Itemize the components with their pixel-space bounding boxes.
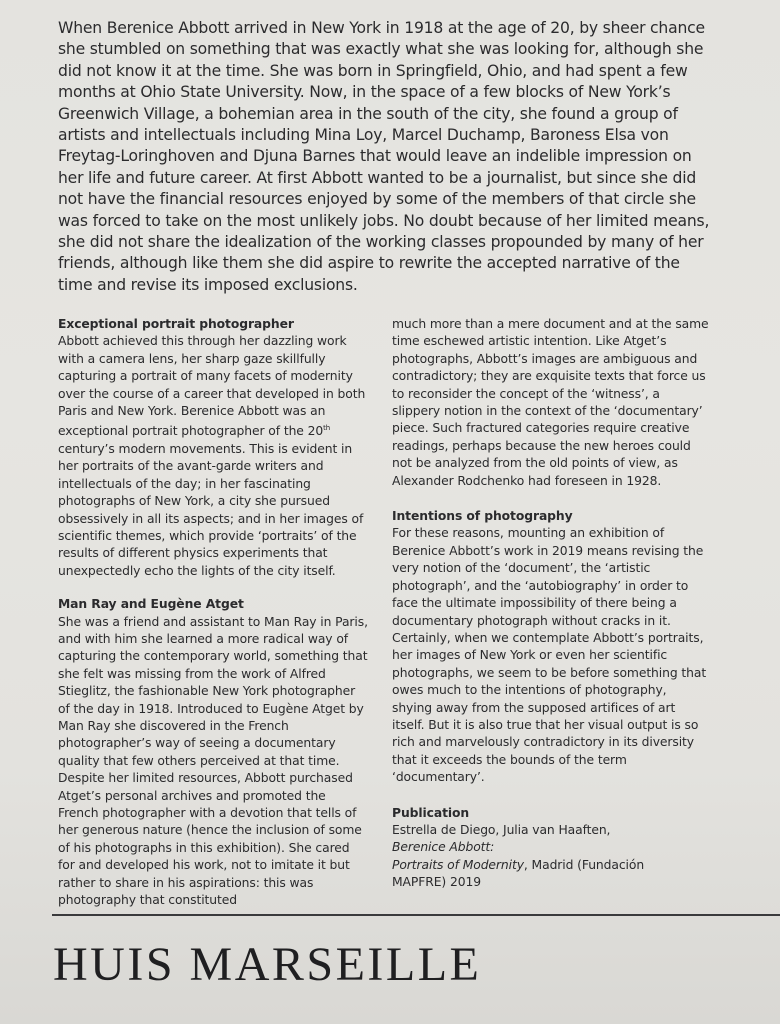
publication-year: MAPFRE) 2019 — [392, 875, 481, 890]
publication-imprint — [392, 857, 710, 874]
divider-rule — [52, 914, 780, 916]
section-intentions — [392, 508, 710, 787]
section-body: much more than a mere document and at the same time eschewed artistic intention. Like Atget’s photographs, Abbott’s images are ambiguous and contradictory; they are exquisite texts that force us to reconsider the concept of the ‘witness’, a slippery notion in the context of the ‘documentary’ piece. Such fractured categories require creative readings, perhaps because the new heroes could not be analyzed from the old points of view, as Alexander Rodchenko had foreseen in 1928. — [392, 317, 709, 488]
publication-place: , Madrid (Fundación — [523, 857, 645, 872]
body-text-continued: century’s modern movements. This is evident in her portraits of the avant-garde writers and intellectuals of the day; in her fascinating photographs of New York, a city she pursued obsessively in all its aspects; and in her images of scientific themes, which provide ‘portraits’ of the results of different physics experiments that unexpectedly echo the lights of the city itself. — [58, 441, 364, 578]
section-heading: Man Ray and Eugène Atget — [58, 597, 244, 612]
publication-subtitle: Portraits of Modernity — [392, 857, 524, 872]
right-column — [392, 316, 710, 908]
section-man-ray — [58, 596, 368, 909]
left-column — [58, 316, 368, 926]
superscript-th: th — [323, 424, 331, 433]
huis-marseille-logo: HUIS MARSEILLE — [53, 938, 482, 991]
section-body: She was a friend and assistant to Man Ray in Paris, and with him she learned a more radical way of capturing the contemporary world, something that she felt was missing from the work of Alfred Stieglitz, the fashionable New York photographer of the day in 1918. Introduced to Eugène Atget by Man Ray she discovered in the French photographer’s way of seeing a documentary quality that few others perceived at that time. Despite her limited resources, Abbott purchased Atget’s personal archives and promoted the French photographer with a devotion that tells of her generous nature (hence the inclusion of some of his photographs in this exhibition). She cared for and developed his work, not to imitate it but rather to share in his aspirations: this was photography that constituted — [58, 614, 368, 908]
section-body: For these reasons, mounting an exhibition of Berenice Abbott’s work in 2019 means revising the very notion of the ‘document’, the ‘artistic photograph’, and the ‘autobiography’ in order to face the ultimate impossibility of there being a documentary photograph without cracks in it. Certainly, when we contemplate Abbott’s portraits, her images of New York or even her scientific photographs, we seem to be before something that owes much to the intentions of photography, shying away from the supposed artifices of art itself. But it is also true that her visual output is so rich and marvelously contradictory in its diversity that it exceeds the bounds of the term ‘documentary’. — [392, 526, 707, 785]
section-portrait — [58, 316, 368, 580]
publication-title: Berenice Abbott: — [392, 840, 495, 855]
publication-authors: Estrella de Diego, Julia van Haaften, — [392, 822, 611, 837]
section-heading: Publication — [392, 805, 470, 820]
section-publication — [392, 805, 710, 892]
section-heading: Intentions of photography — [392, 509, 573, 524]
section-heading: Exceptional portrait photographer — [58, 317, 294, 331]
body-text: Abbott achieved this through her dazzling work with a camera lens, her sharp gaze skillfully capturing a portrait of many facets of modernity over the course of a career that developed in both Paris and New York. Berenice Abbott was an exceptional portrait photographer of the 20 — [58, 334, 366, 439]
section-body — [58, 333, 368, 580]
intro-paragraph: When Berenice Abbott arrived in New York in 1918 at the age of 20, by sheer chance she stumbled on something that was exactly what she was looking for, although she did not know it at the time. She was born in Springfield, Ohio, and had spent a few months at Ohio State University. Now, in the space of a few blocks of New York’s Greenwich Village, a bohemian area in the south of the city, she found a group of artists and intellectuals including Mina Loy, Marcel Duchamp, Baroness Elsa von Freytag-Loringhoven and Djuna Barnes that would leave an indelible impression on her life and future career. At first Abbott wanted to be a journalist, but since she did not have the financial resources enjoyed by some of the members of that circle she was forced to take on the most unlikely jobs. No doubt because of her limited means, she did not share the idealization of the working classes propounded by many of her friends, although like them she did aspire to rewrite the accepted narrative of the time and revise its imposed exclusions. — [58, 19, 710, 294]
section-man-ray-continued — [392, 316, 710, 490]
